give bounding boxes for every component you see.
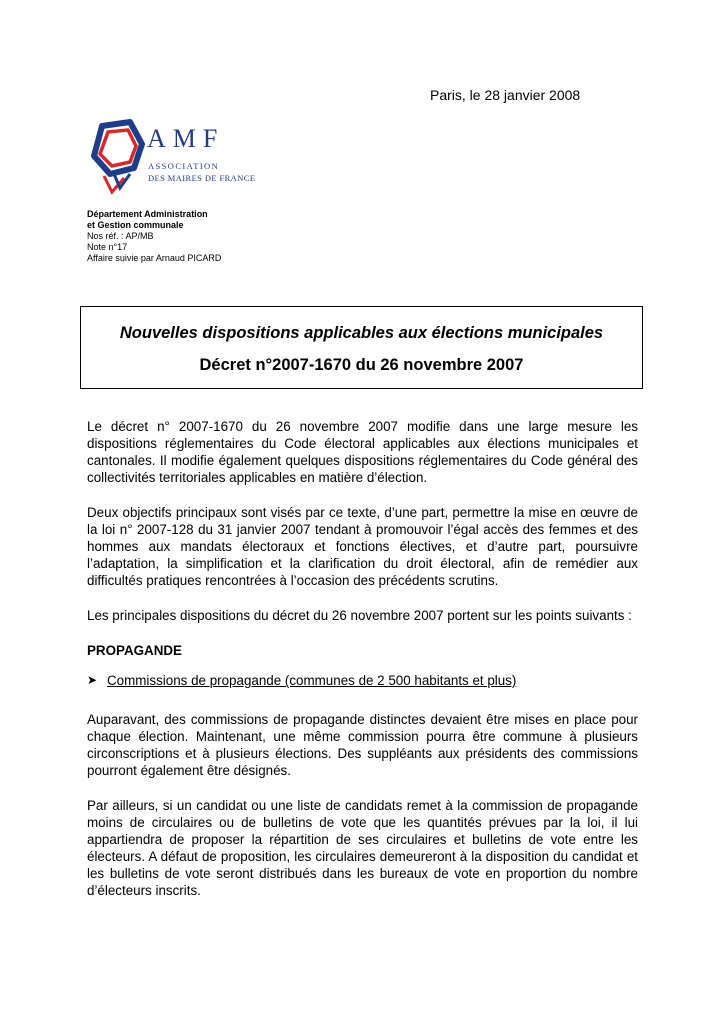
dept-affaire: Affaire suivie par Arnaud PICARD [87,253,222,263]
logo-letters: AMF [147,124,225,153]
paragraph-intro: Le décret n° 2007-1670 du 26 novembre 2007 modifie dans une large mesure les dispositions réglementaires du Code électoral applicables aux élections municipales et cantonales. Il modifie également quelques dispositions réglementaires du Code général des collectivités territoriales applicables en matière d’élection. [87,419,638,485]
logo-line-maires: DES MAIRES DE FRANCE [148,173,256,183]
document-title: Nouvelles dispositions applicables aux élections municipales [119,324,604,342]
document-date: Paris, le 28 janvier 2008 [430,87,581,103]
bullet-item [87,672,638,689]
dept-line1: Département Administration [87,209,208,219]
right-arrowhead-icon: ➤ [87,673,98,687]
paragraph-objectives: Deux objectifs principaux sont visés par ce texte, d’une part, permettre la mise en œuvre de la loi n° 2007-128 du 31 janvier 2007 tendant à promouvoir l’égal accès des femmes et des hommes aux mandats électoraux et fonctions électives, et d’autre part, poursuivre l’adaptation, la simplification et la clarification du droit électoral, afin de remédier aux difficultés pratiques rencontrées à l’occasion des précédents scrutins. [87,505,638,588]
paragraph-points: Les principales dispositions du décret du 26 novembre 2007 portent sur les points suivants : [87,608,632,623]
amf-logo-emblem [86,118,148,196]
document-subtitle: Décret n°2007-1670 du 26 novembre 2007 [199,356,524,374]
dept-line2: et Gestion communale [87,220,184,230]
document-body [87,418,638,917]
dept-ref: Nos réf. : AP/MB [87,231,154,241]
dept-note: Note n°17 [87,242,128,252]
amf-logo [86,118,256,196]
section-heading: PROPAGANDE [87,643,182,658]
paragraph-distribution: Par ailleurs, si un candidat ou une liste de candidats remet à la commission de propagande moins de circulaires ou de bulletins de vote que les quantités prévues par la loi, il lui appartiendra de proposer la répartition de ses circulaires et bulletins de vote entre les électeurs. A défaut de proposition, les circulaires demeureront à la disposition du candidat et les bulletins de vote seront distribués dans les bureaux de vote en proportion du nombre d’électeurs inscrits. [87,798,638,898]
bullet-text: Commissions de propagande (communes de 2 500 habitants et plus) [107,673,517,688]
paragraph-commissions: Auparavant, des commissions de propagande distinctes devaient être mises en place pour chaque élection. Maintenant, une même commission pourra être commune à plusieurs circonscriptions et à plusieurs élections. Des suppléants aux présidents des commissions pourront également être désignés. [87,712,638,778]
logo-line-association: ASSOCIATION [148,161,220,171]
title-box [80,306,643,389]
department-block [87,209,221,264]
